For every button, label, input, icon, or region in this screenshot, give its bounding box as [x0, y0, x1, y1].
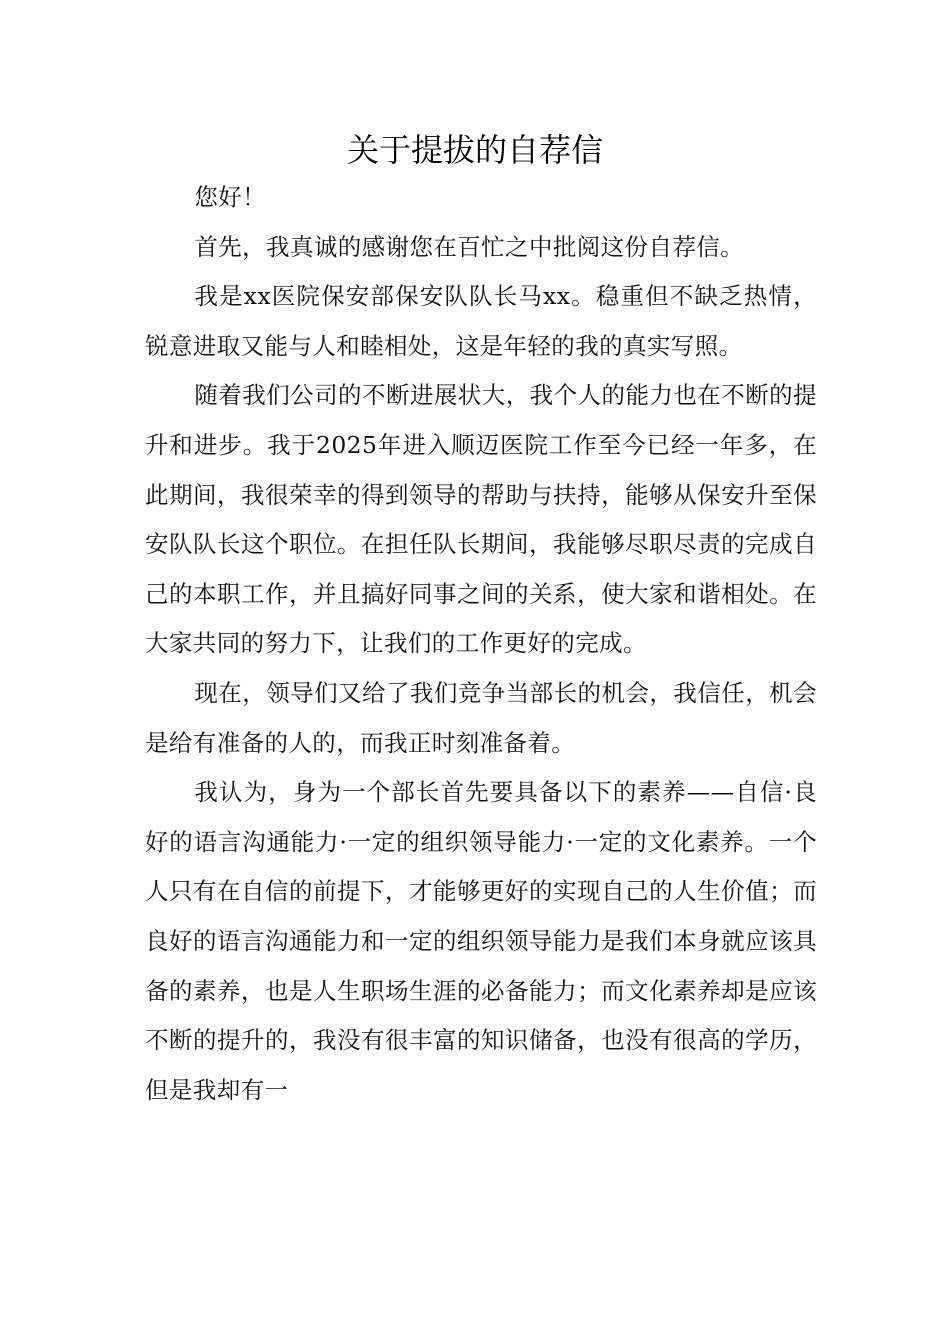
- experience-paragraph: 随着我们公司的不断进展状大，我个人的能力也在不断的提升和进步。我于2025年进入顺迈医院工作至今已经一年多，在此期间，我很荣幸的得到领导的帮助与扶持，能够从保安升至保安队队长这个职位。在担任队长期间，我能够尽职尽责的完成自己的本职工作，并且搞好同事之间的关系，使大家和谐相处。在大家共同的努力下，让我们的工作更好的完成。: [145, 381, 817, 658]
- thanks-paragraph: 首先，我真诚的感谢您在百忙之中批阅这份自荐信。: [194, 232, 745, 261]
- qualities-paragraph: 我认为，身为一个部长首先要具备以下的素养——自信·良好的语言沟通能力·一定的组织领导能力·一定的文化素养。一个人只有在自信的前提下，才能够更好的实现自己的人生价值；而良好的语言沟通能力和一定的组织领导能力是我们本身就应该具备的素养，也是人生职场生涯的必备能力；而文化素养却是应该不断的提升的，我没有很丰富的知识储备，也没有很高的学历，但是我却有一: [145, 778, 817, 1104]
- document-title: 关于提拔的自荐信: [346, 131, 603, 169]
- introduction-paragraph: 我是xx医院保安部保安队队长马xx。稳重但不缺乏热情，锐意进取又能与人和睦相处，这是年轻的我的真实写照。: [145, 282, 817, 360]
- opportunity-paragraph: 现在，领导们又给了我们竞争当部长的机会，我信任，机会是给有准备的人的，而我正时刻准备着。: [145, 678, 817, 757]
- document-body: [145, 173, 817, 1115]
- greeting-paragraph: 您好！: [194, 183, 267, 211]
